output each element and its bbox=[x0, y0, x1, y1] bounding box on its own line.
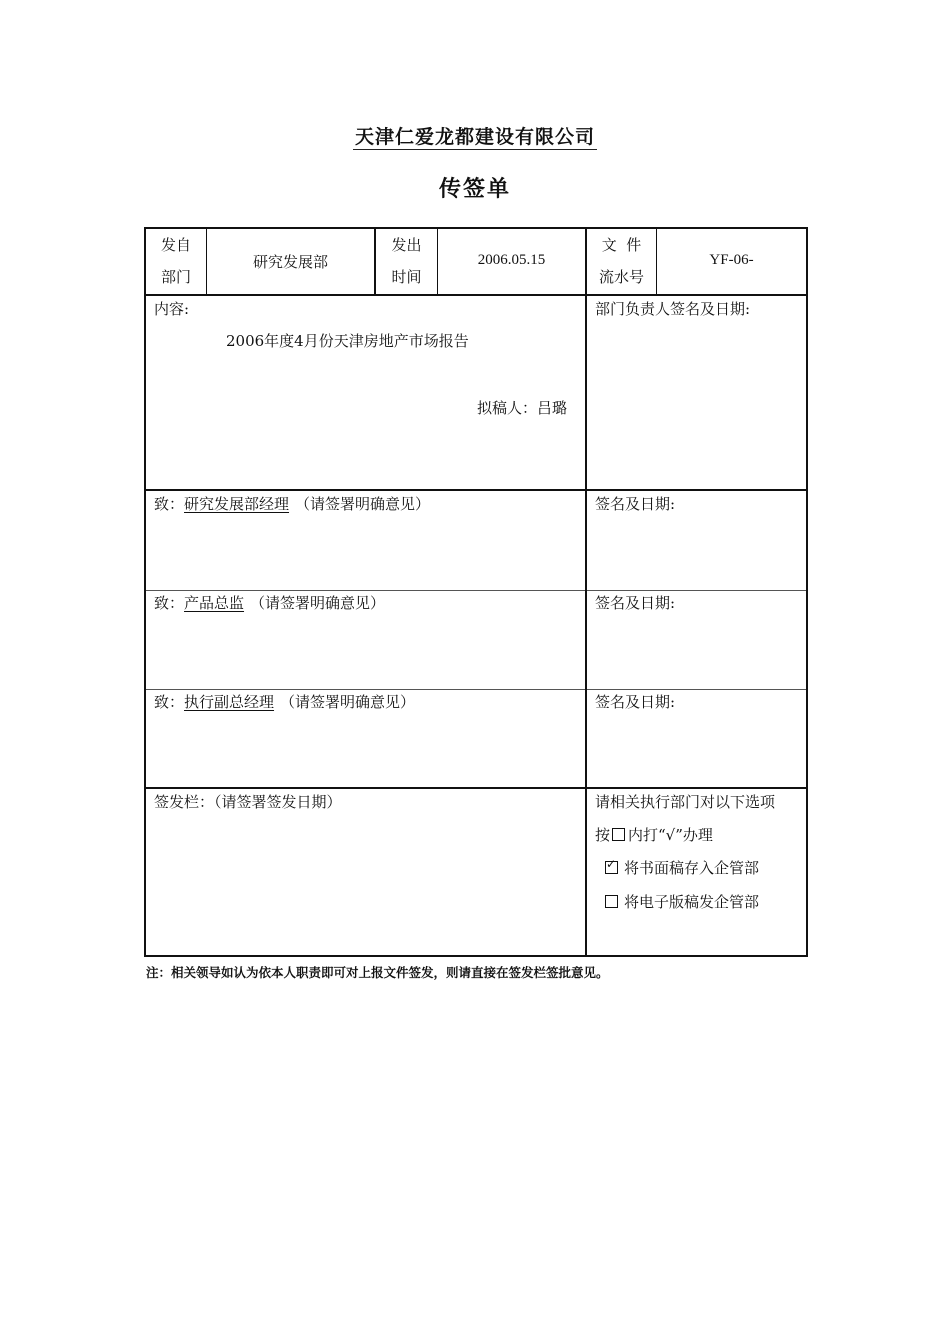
issue-time-label bbox=[376, 229, 437, 293]
route2-sign-label: 签名及日期: bbox=[595, 594, 676, 612]
issue-time-label-line1: 发出 bbox=[391, 236, 422, 254]
issue-time-value: 2006.05.15 bbox=[477, 251, 546, 268]
route3-instruction: （请签署明确意见） bbox=[280, 693, 416, 711]
serial-value: YF-06- bbox=[709, 251, 754, 268]
rule-route3-bottom bbox=[144, 787, 808, 789]
route1-recipient: 研究发展部经理 bbox=[184, 495, 290, 513]
dept-head-sign-label: 部门负责人签名及日期: bbox=[595, 300, 751, 318]
content-subject: 2006年度4月份天津房地产市场报告 bbox=[226, 332, 469, 350]
issue-time-label-line2: 时间 bbox=[391, 268, 422, 286]
checkbox-icon bbox=[612, 828, 625, 841]
issue-instruction-post: 内打“√”办理 bbox=[628, 826, 713, 844]
route2-prefix: 致： bbox=[154, 594, 185, 612]
route1-line bbox=[154, 497, 430, 512]
serial-label-line2: 流水号 bbox=[598, 268, 644, 286]
footnote: 注：相关领导如认为依本人职责即可对上报文件签发，则请直接在签发栏签批意见。 bbox=[146, 965, 609, 980]
company-name-text: 天津仁爱龙都建设有限公司 bbox=[354, 126, 595, 148]
issue-label: 签发栏：（请签署签发日期） bbox=[154, 793, 342, 811]
option-paper-copy[interactable] bbox=[603, 861, 759, 876]
unchecked-checkbox-icon[interactable] bbox=[605, 895, 618, 908]
route2-line bbox=[154, 596, 385, 611]
route3-sign-label: 签名及日期: bbox=[595, 693, 676, 711]
serial-label-line1: 文 件 bbox=[601, 236, 642, 254]
option-electronic-copy-label: 将电子版稿发企管部 bbox=[624, 893, 760, 911]
from-dept-label bbox=[146, 229, 206, 293]
route2-instruction: （请签署明确意见） bbox=[250, 594, 386, 612]
option-electronic-copy[interactable] bbox=[603, 895, 759, 910]
issue-instruction-pre: 按 bbox=[595, 826, 611, 844]
route3-line bbox=[154, 695, 415, 710]
route3-recipient: 执行副总经理 bbox=[184, 693, 275, 711]
option-paper-copy-label: 将书面稿存入企管部 bbox=[624, 859, 760, 877]
rule-route2-bottom bbox=[144, 689, 808, 690]
checked-checkbox-icon[interactable] bbox=[605, 861, 618, 874]
content-label: 内容: bbox=[154, 300, 190, 318]
rule-route1-bottom bbox=[144, 590, 808, 591]
from-dept-label-line2: 部门 bbox=[160, 268, 191, 286]
route1-sign-label: 签名及日期: bbox=[595, 495, 676, 513]
route3-prefix: 致： bbox=[154, 693, 185, 711]
issue-instruction-line2 bbox=[595, 828, 713, 843]
rule-body-divider bbox=[585, 294, 587, 957]
serial-label bbox=[587, 229, 656, 293]
from-dept-label-line1: 发自 bbox=[160, 236, 191, 254]
route1-instruction: （请签署明确意见） bbox=[295, 495, 431, 513]
route2-recipient: 产品总监 bbox=[184, 594, 245, 612]
issue-instruction-line1: 请相关执行部门对以下选项 bbox=[595, 793, 776, 811]
rule-header-bottom bbox=[144, 294, 808, 296]
company-name bbox=[0, 122, 950, 149]
rule-content-bottom bbox=[144, 489, 808, 491]
content-drafter: 拟稿人：吕璐 bbox=[477, 399, 568, 417]
document-title: 传签单 bbox=[438, 176, 511, 202]
routing-form bbox=[144, 227, 808, 957]
from-dept-value: 研究发展部 bbox=[252, 252, 328, 271]
route1-prefix: 致： bbox=[154, 495, 185, 513]
